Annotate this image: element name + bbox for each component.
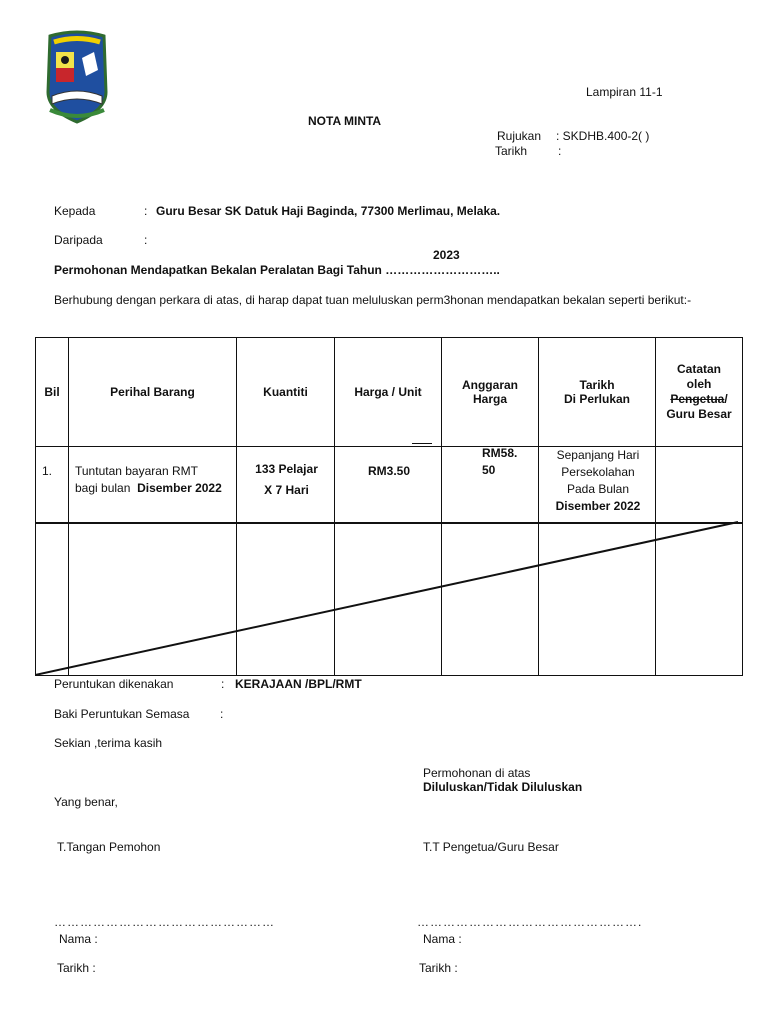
- row-kuantiti-line2: X 7 Hari: [264, 483, 309, 497]
- header-catatan-line3: Guru Besar: [666, 407, 732, 421]
- tarikh-header-value: :: [558, 144, 562, 158]
- rujukan-label: Rujukan: [497, 129, 542, 143]
- header-harga: Harga / Unit: [335, 338, 442, 447]
- table-empty-row: [36, 523, 743, 676]
- row-tarikh-line1: Sepanjang Hari: [556, 448, 640, 462]
- row-harga: RM3.50: [367, 464, 411, 478]
- permohonan-text: Permohonan di atas: [423, 766, 531, 780]
- intro-paragraph: Berhubung dengan perkara di atas, di harap dapat tuan meluluskan perm3honan mendapatkan bekalan seperti berikut:-: [54, 293, 692, 307]
- header-bil: Bil: [36, 338, 69, 447]
- kepada-label: Kepada: [54, 204, 96, 218]
- rujukan-value: : SKDHB.400-2( ): [556, 129, 650, 143]
- header-anggaran-line1: Anggaran: [461, 378, 518, 392]
- header-catatan-slash: /: [724, 392, 728, 406]
- daripada-colon: :: [144, 233, 148, 247]
- row-tarikh-month: Disember 2022: [555, 499, 641, 513]
- peruntukan-colon: :: [221, 677, 225, 691]
- row-tarikh: [539, 447, 655, 515]
- row-anggaran: [442, 445, 538, 479]
- row-tarikh-line3: Pada Bulan: [566, 482, 630, 496]
- row-perihal-line1: Tuntutan bayaran RMT: [75, 464, 198, 478]
- subject-line: Permohonan Mendapatkan Bekalan Peralatan Bagi Tahun ………………………..: [54, 263, 500, 277]
- tt-pengetua: T.T Pengetua/Guru Besar: [423, 840, 559, 854]
- kepada-colon: :: [144, 204, 148, 218]
- signature-line-right: …………………………………………….: [417, 915, 643, 929]
- header-perihal: Perihal Barang: [69, 338, 237, 447]
- header-catatan-strike: Pengetua: [670, 392, 725, 406]
- table-header-row: [36, 338, 743, 447]
- nama-right: Nama :: [423, 932, 462, 946]
- table-row: [36, 447, 743, 523]
- row-anggaran-mark: [412, 443, 432, 444]
- tarikh-left: Tarikh :: [57, 961, 96, 975]
- header-tarikh: [539, 338, 656, 447]
- school-crest-logo: [44, 30, 110, 126]
- ttangan-pemohon: T.Tangan Pemohon: [57, 840, 161, 854]
- row-bil: 1.: [42, 464, 53, 478]
- lulus-text: Diluluskan/Tidak Diluluskan: [423, 780, 583, 794]
- header-tarikh-line2: Di Perlukan: [563, 392, 631, 406]
- sekian-text: Sekian ,terima kasih: [54, 736, 163, 750]
- tarikh-header-label: Tarikh: [495, 144, 528, 158]
- row-tarikh-line2: Persekolahan: [561, 465, 635, 479]
- header-catatan: [656, 338, 743, 447]
- row-anggaran-line2: 50: [482, 463, 496, 477]
- header-anggaran-line2: Harga: [472, 392, 507, 406]
- row-anggaran-line1: RM58.: [482, 446, 518, 460]
- row-perihal: [69, 447, 236, 497]
- request-table: [35, 337, 743, 676]
- kepada-value: Guru Besar SK Datuk Haji Baginda, 77300 Merlimau, Melaka.: [156, 204, 501, 218]
- header-tarikh-line1: Tarikh: [579, 378, 615, 392]
- row-kuantiti: [237, 447, 334, 497]
- header-anggaran: [442, 338, 539, 447]
- peruntukan-label: Peruntukan dikenakan: [54, 677, 174, 691]
- subject-year: 2023: [433, 248, 460, 262]
- peruntukan-value: KERAJAAN /BPL/RMT: [235, 677, 362, 691]
- nama-left: Nama :: [59, 932, 98, 946]
- header-catatan-line1: Catatan: [676, 362, 721, 376]
- tarikh-right: Tarikh :: [419, 961, 458, 975]
- header-catatan-line2: oleh: [686, 377, 712, 391]
- signature-line-left: ……………………………………………: [54, 915, 275, 929]
- row-perihal-month: Disember 2022: [137, 481, 222, 495]
- page-title: NOTA MINTA: [308, 114, 382, 128]
- row-kuantiti-line1: 133 Pelajar: [255, 462, 318, 476]
- header-kuantiti: Kuantiti: [237, 338, 335, 447]
- row-catatan: [656, 447, 742, 463]
- daripada-label: Daripada: [54, 233, 103, 247]
- baki-colon: :: [220, 707, 224, 721]
- row-perihal-line2: bagi bulan: [75, 481, 131, 495]
- lampiran-label: Lampiran 11-1: [586, 85, 663, 99]
- yang-benar-text: Yang benar,: [54, 795, 118, 809]
- baki-label: Baki Peruntukan Semasa: [54, 707, 190, 721]
